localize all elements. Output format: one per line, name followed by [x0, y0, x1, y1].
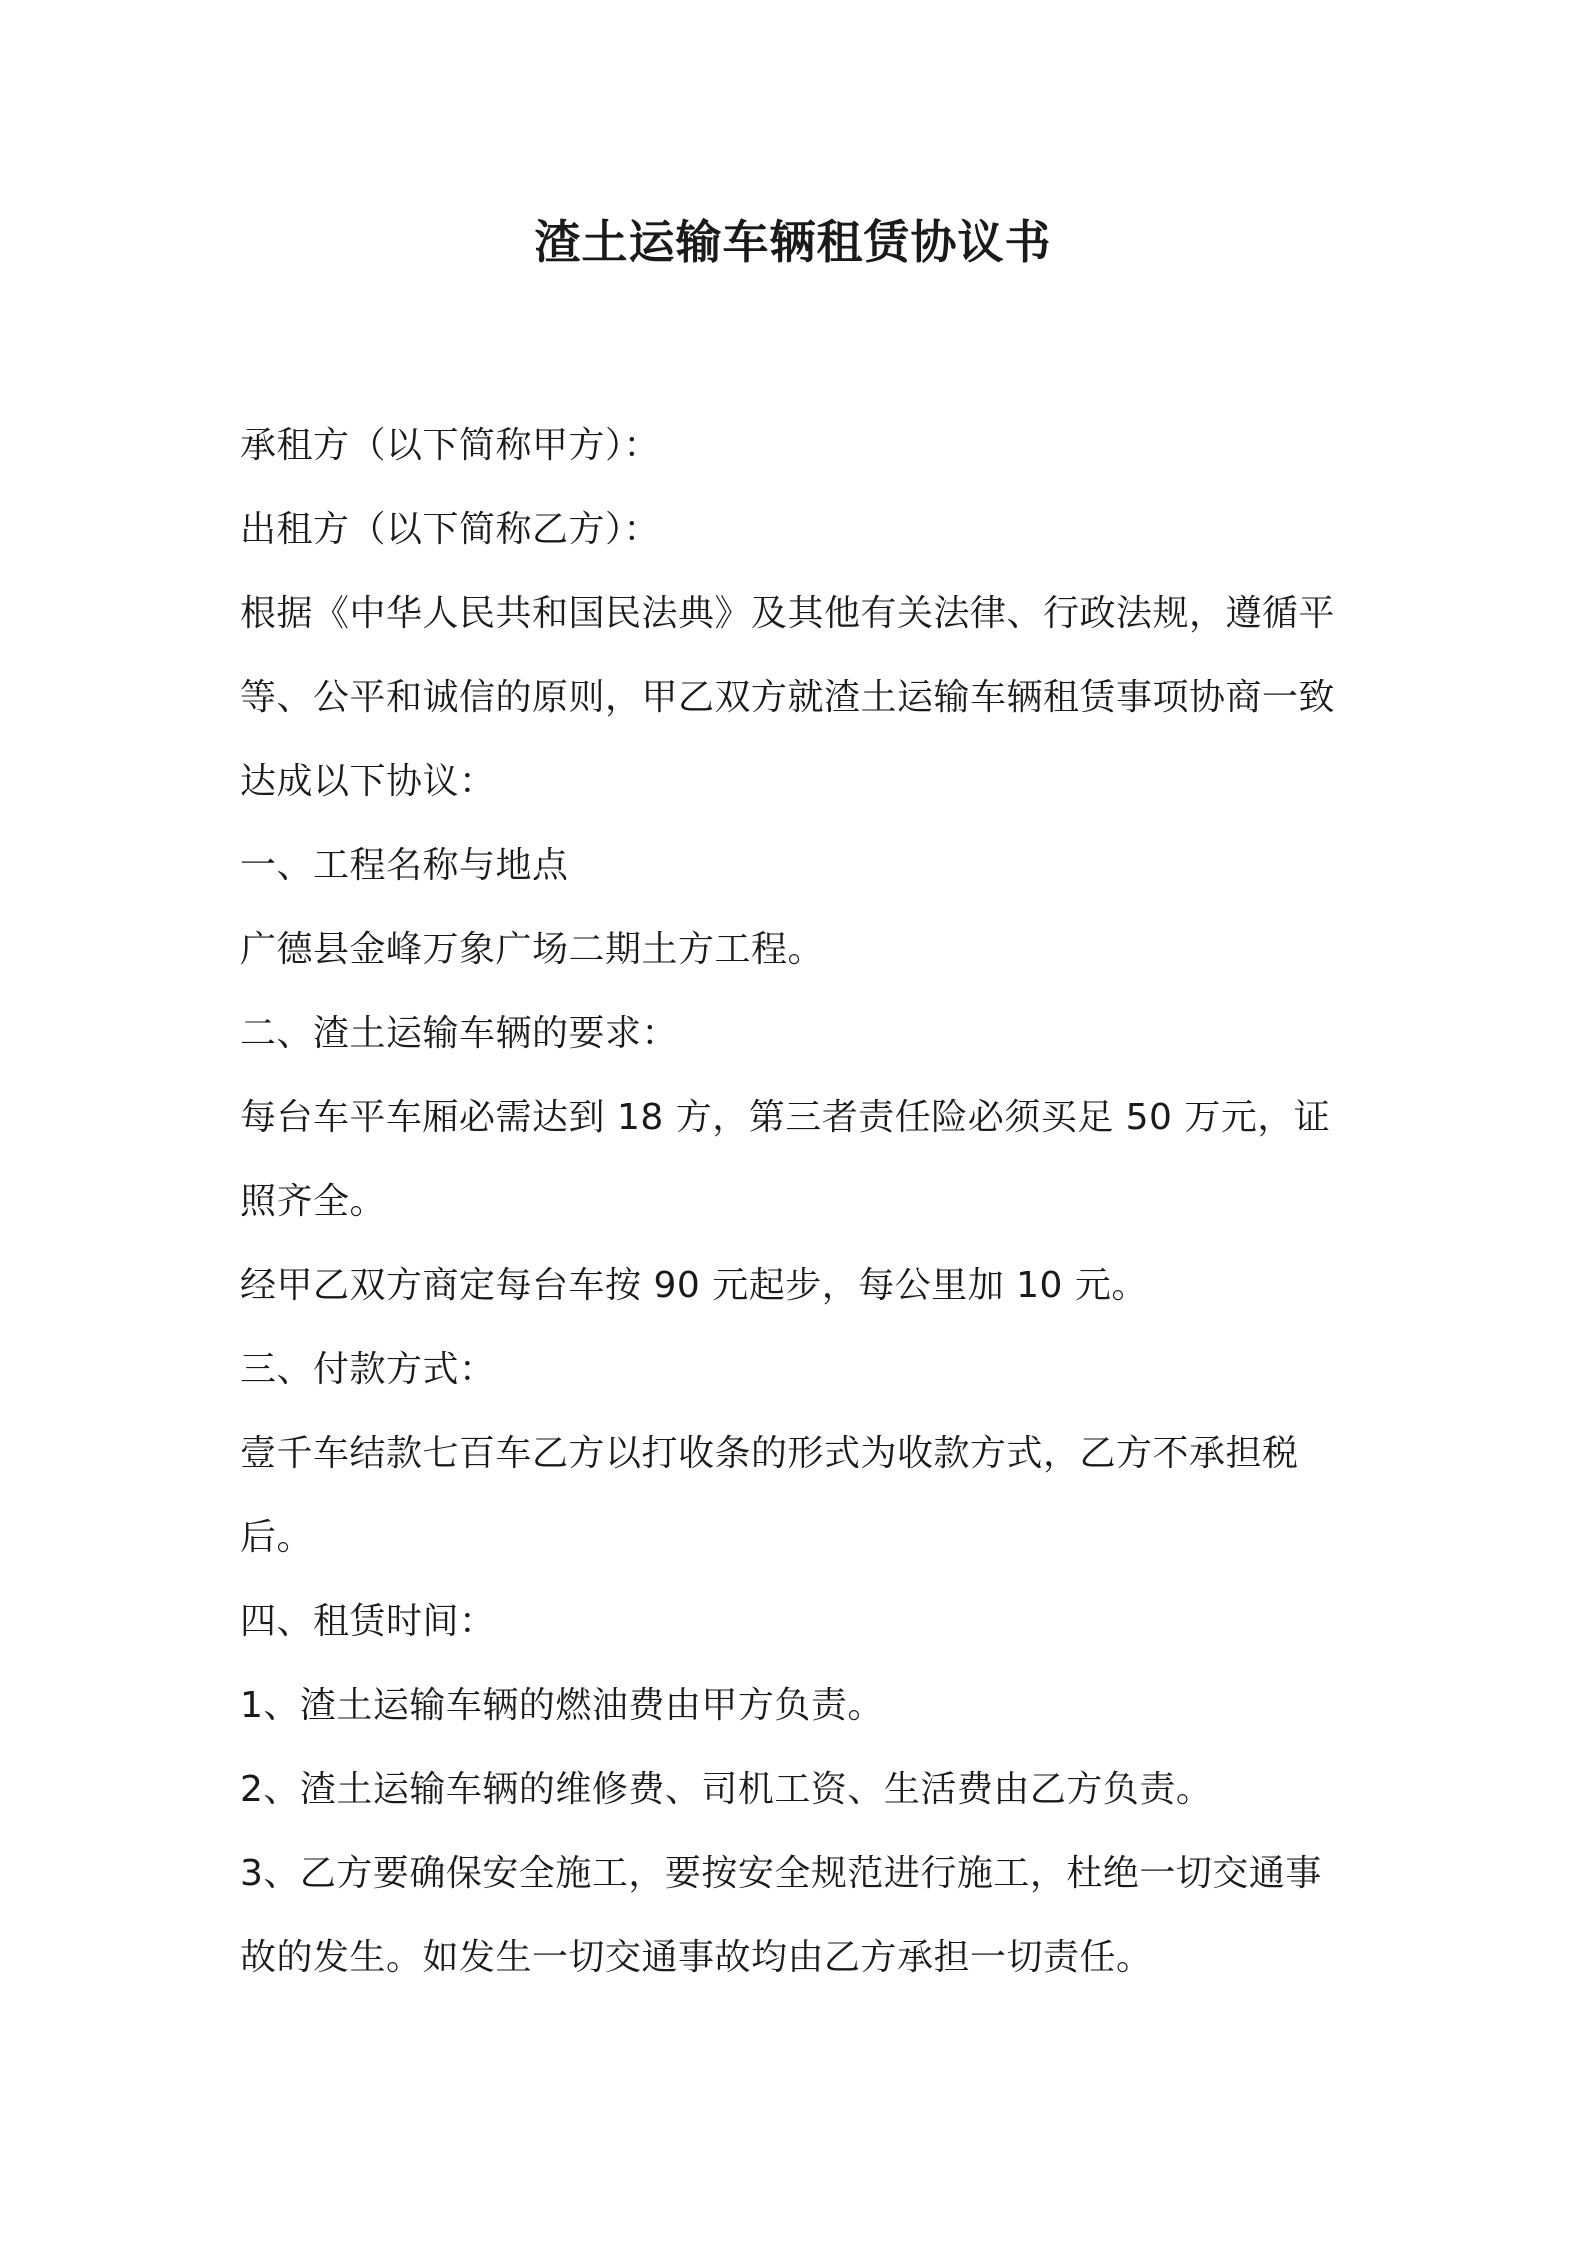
lessor-line: 出租方（以下简称乙方）：: [240, 509, 661, 550]
section-heading-4: 四、租赁时间：: [240, 1601, 496, 1642]
payment-line-1: 壹千车结款七百车乙方以打收条的形式为收款方式，乙方不承担税: [240, 1433, 1299, 1474]
vehicle-requirement-line-2: 照齐全。: [240, 1181, 387, 1222]
section-heading-3: 三、付款方式：: [240, 1349, 496, 1390]
preamble-line-3: 达成以下协议：: [240, 761, 496, 802]
preamble-line-2: 等、公平和诚信的原则，甲乙双方就渣土运输车辆租赁事项协商一致: [240, 677, 1336, 718]
lessee-line: 承租方（以下简称甲方）：: [240, 425, 661, 466]
document-body: [240, 404, 1360, 2000]
section-heading-1: 一、工程名称与地点: [240, 845, 569, 886]
pricing-line: 经甲乙双方商定每台车按 90 元起步，每公里加 10 元。: [240, 1265, 1148, 1306]
vehicle-requirement-line-1: 每台车平车厢必需达到 18 方，第三者责任险必须买足 50 万元，证: [240, 1097, 1331, 1138]
payment-line-2: 后。: [240, 1517, 314, 1558]
term-item-3-line-1: 3、乙方要确保安全施工，要按安全规范进行施工，杜绝一切交通事: [240, 1853, 1322, 1894]
section-heading-2: 二、渣土运输车辆的要求：: [240, 1013, 679, 1054]
term-item-2: 2、渣土运输车辆的维修费、司机工资、生活费由乙方负责。: [240, 1769, 1213, 1810]
project-name-line: 广德县金峰万象广场二期土方工程。: [240, 929, 825, 970]
document-title: 渣土运输车辆租赁协议书: [534, 215, 1052, 269]
term-item-3-line-2: 故的发生。如发生一切交通事故均由乙方承担一切责任。: [240, 1937, 1153, 1978]
preamble-line-1: 根据《中华人民共和国民法典》及其他有关法律、行政法规，遵循平: [240, 593, 1336, 634]
term-item-1: 1、渣土运输车辆的燃油费由甲方负责。: [240, 1685, 884, 1726]
